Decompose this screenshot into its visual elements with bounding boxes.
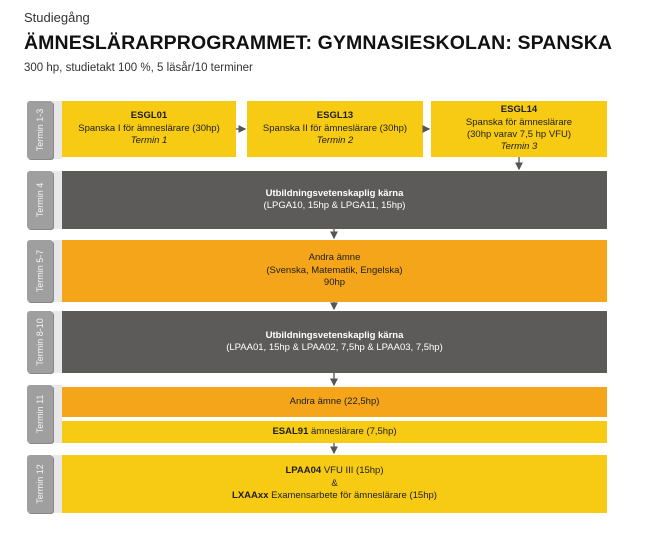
course-lpaa04: LPAA04 VFU III (15hp) (285, 465, 384, 477)
course-esgl14[interactable]: ESGL14 Spanska för ämneslärare (30hp varav 7,5 hp VFU) Termin 3 (431, 101, 607, 157)
course-second-subject-2[interactable]: Andra ämne (22,5hp) (62, 387, 607, 417)
eyebrow-label: Studiegång (24, 10, 90, 25)
term-label-4: Termin 4 (27, 171, 53, 229)
course-core-2[interactable]: Utbildningsvetenskaplig kärna (LPAA01, 15hp & LPAA02, 7,5hp & LPAA03, 7,5hp) (62, 311, 607, 373)
page-subtitle: 300 hp, studietakt 100 %, 5 läsår/10 terminer (24, 62, 253, 74)
course-esgl13[interactable]: ESGL13 Spanska II för ämneslärare (30hp) Termin 2 (247, 101, 423, 157)
term-label-5-7: Termin 5-7 (27, 240, 53, 302)
course-lxaaxx: LXAAxx Examensarbete för ämneslärare (15hp) (232, 490, 437, 502)
page-title: ÄMNESLÄRARPROGRAMMET: GYMNASIESKOLAN: SPANSKA (24, 32, 613, 54)
term-label-12: Termin 12 (27, 455, 53, 513)
course-esgl01[interactable]: ESGL01 Spanska I för ämneslärare (30hp) Termin 1 (62, 101, 236, 157)
term-label-11: Termin 11 (27, 385, 53, 443)
course-final[interactable]: LPAA04 VFU III (15hp) & LXAAxx Examensarbete för ämneslärare (15hp) (62, 455, 607, 513)
course-core-1[interactable]: Utbildningsvetenskaplig kärna (LPGA10, 15hp & LPGA11, 15hp) (62, 171, 607, 229)
course-second-subject[interactable]: Andra ämne (Svenska, Matematik, Engelska) 90hp (62, 240, 607, 302)
term-label-1-3: Termin 1-3 (27, 101, 53, 159)
course-esal91[interactable]: ESAL91 ämneslärare (7,5hp) (62, 421, 607, 443)
term-label-8-10: Termin 8-10 (27, 311, 53, 373)
